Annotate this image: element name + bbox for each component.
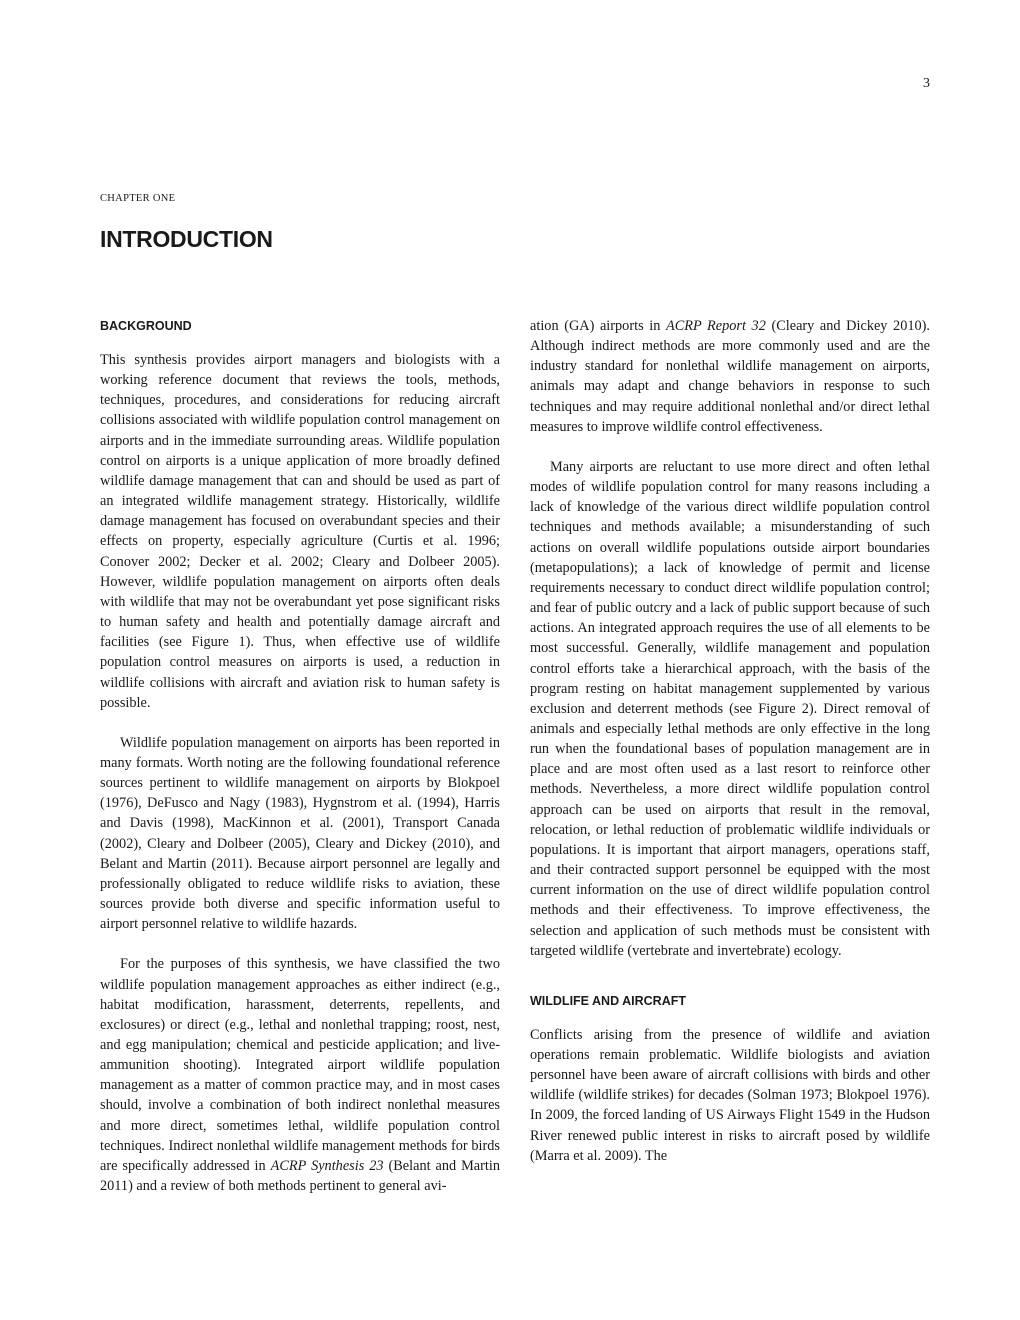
paragraph-text: ation (GA) airports in (530, 318, 666, 334)
citation-title: ACRP Synthesis 23 (270, 1157, 384, 1174)
page-number: 3 (923, 76, 930, 91)
left-column (100, 316, 500, 1196)
paragraph-text: For the purposes of this synthesis, we have classified the two wildlife population management approaches as either indirect (e.g., habitat modification, harassment, deterrents, repellents, and exclosures) or direct (e.g., lethal and nonlethal trapping; roost, nest, and egg manipulation; chemical and pesticide application; and live-ammunition shooting). Integrated airport wildlife population management as a matter of common practice may, and in most cases should, involve a combination of both indirect nonlethal measures and more direct, sometimes lethal, wildlife population control techniques. Indirect nonlethal wildlife management methods for birds are specifically addressed in (100, 956, 500, 1174)
chapter-label: CHAPTER ONE (100, 193, 176, 204)
citation-title: ACRP Report 32 (665, 318, 766, 334)
right-column (530, 316, 930, 1166)
paragraph-text: (Cleary and Dickey 2010). Although indirect methods are more commonly used and are the industry standard for nonlethal wildlife management on airports, animals may adapt and change behaviors in response to such techniques and may require additional nonlethal and/or direct lethal measures to improve wildlife control effectiveness. (530, 318, 930, 435)
paragraph: This synthesis provides airport managers and biologists with a working reference document that reviews the tools, methods, techniques, procedures, and considerations for reducing aircraft collisions associated with wildlife population control management on airports and in the immediate surrounding areas. Wildlife population control on airports is a unique application of more broadly defined wildlife damage management that can and should be used as part of an integrated wildlife management strategy. Historically, wildlife damage management has focused on overabundant species and their effects on property, especially agriculture (Curtis et al. 1996; Conover 2002; Decker et al. 2002; Cleary and Dolbeer 2005). However, wildlife population management on airports often deals with wildlife that may not be overabundant yet pose significant risks to human safety and health and potentially damage aircraft and facilities (see Figure 1). Thus, when effective use of wildlife population control measures on airports is used, a reduction in wildlife collisions with aircraft and aviation risk to human safety is possible. (100, 352, 500, 711)
paragraph (100, 954, 500, 1196)
section-heading-background: BACKGROUND (100, 319, 192, 333)
section-heading-wildlife-and-aircraft: WILDLIFE AND AIRCRAFT (530, 993, 686, 1008)
paragraph: Conflicts arising from the presence of wildlife and aviation operations remain problematic. Wildlife biologists and aviation personnel have been aware of aircraft collisions with birds and other wildlife (wildlife strikes) for decades (Solman 1973; Blokpoel 1976). In 2009, the forced landing of US Airways Flight 1549 in the Hudson River renewed public interest in risks to aircraft posed by wildlife (Marra et al. 2009). The (530, 1026, 930, 1164)
paragraph: Many airports are reluctant to use more direct and often lethal modes of wildlife population control for many reasons including a lack of knowledge of the various direct wildlife population control techniques and methods available; a misunderstanding of such actions on overall wildlife populations outside airport boundaries (metapopulations); a lack of knowledge of permit and license requirements necessary to conduct direct wildlife population control; and fear of public outcry and a lack of public support because of such actions. An integrated approach requires the use of all elements to be most successful. Generally, wildlife management and population control efforts take a hierarchical approach, with the basis of the program resting on habitat management supplemented by various exclusion and deterrent methods (see Figure 2). Direct removal of animals and especially lethal methods are only effective in the long run when the foundational bases of population management are in place and are most often used as a last resort to reinforce other methods. Nevertheless, a more direct wildlife population control approach can be used on airports that result in the removal, relocation, or lethal reduction of problematic wildlife individuals or populations. It is important that airport managers, operations staff, and their contracted support personnel be equipped with the most current information on the use of direct wildlife population control methods and their effectiveness. To improve effectiveness, the selection and application of such methods must be consistent with targeted wildlife (vertebrate and invertebrate) ecology. (530, 458, 930, 959)
chapter-title: INTRODUCTION (100, 226, 273, 252)
paragraph-text: (Belant and Martin 2011) and a review of both methods pertinent to general avi- (100, 1157, 501, 1195)
paragraph: Wildlife population management on airports has been reported in many formats. Worth noting are the following foundational reference sources pertinent to wildlife management on airports by Blokpoel (1976), DeFusco and Nagy (1983), Hygnstrom et al. (1994), Harris and Davis (1998), MacKinnon et al. (2001), Transport Canada (2002), Cleary and Dolbeer (2005), Cleary and Dickey (2010), and Belant and Martin (2011). Because airport personnel are legally and professionally obligated to reduce wildlife risks to aviation, these sources provide both diverse and specific information useful to airport personnel relative to wildlife hazards. (100, 734, 500, 933)
paragraph (530, 316, 930, 437)
